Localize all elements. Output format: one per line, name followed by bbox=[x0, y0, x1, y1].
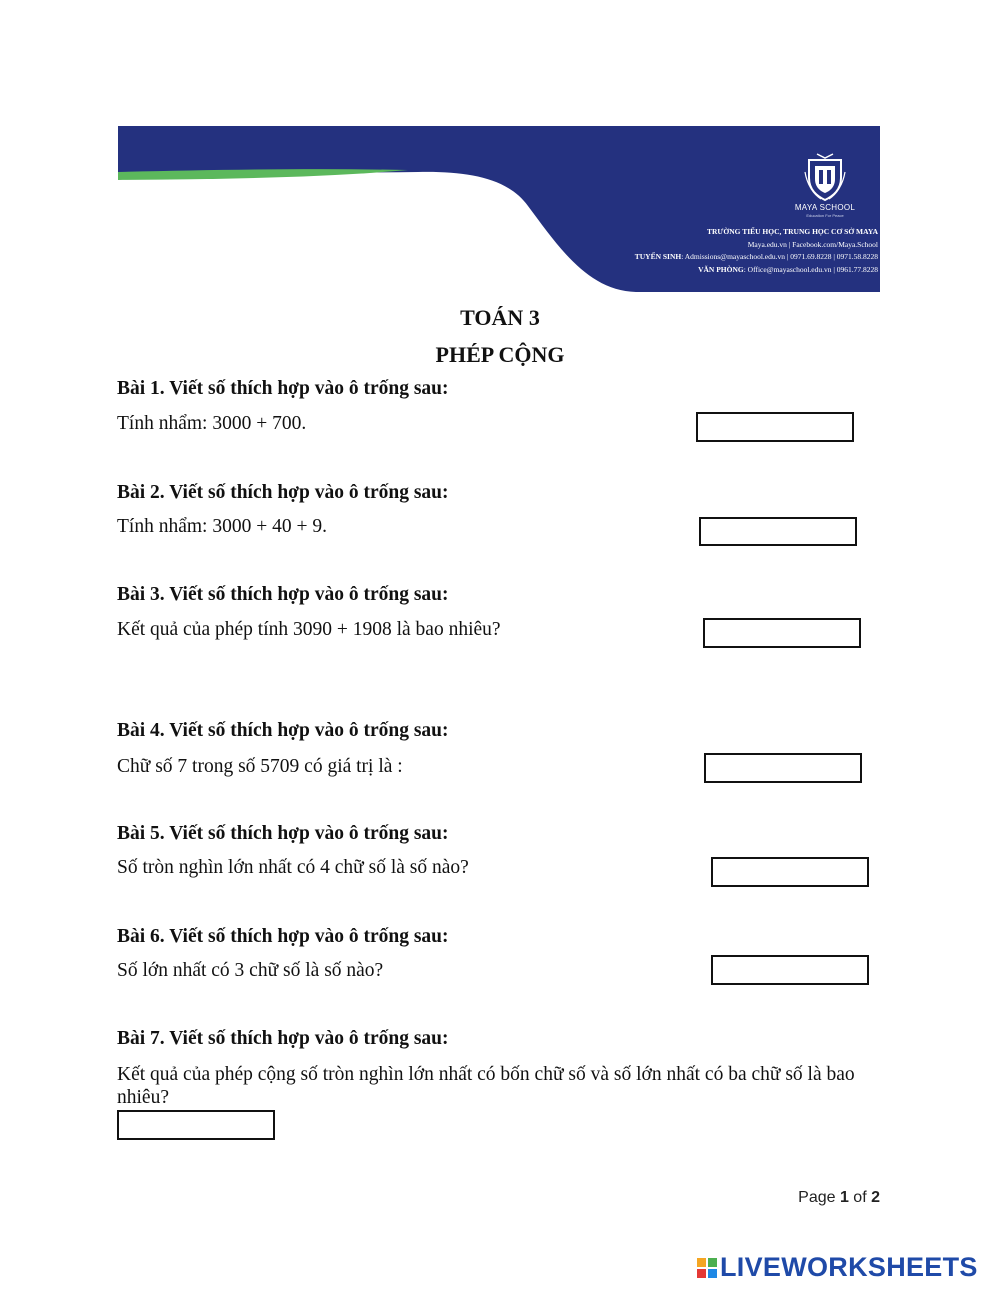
answer-box-2[interactable] bbox=[699, 517, 857, 546]
question-6-heading: Bài 6. Viết số thích hợp vào ô trống sau: bbox=[117, 926, 449, 947]
school-contact-info bbox=[635, 226, 878, 276]
liveworksheets-logo[interactable] bbox=[697, 1252, 978, 1283]
office-value: : Office@mayaschool.edu.vn | 0961.77.8228 bbox=[743, 264, 878, 274]
school-name: MAYA SCHOOL bbox=[794, 203, 856, 212]
answer-box-1[interactable] bbox=[696, 412, 854, 442]
page-sep: of bbox=[848, 1189, 872, 1206]
question-1-text: Tính nhẩm: 3000 + 700. bbox=[117, 413, 307, 434]
school-crest-icon bbox=[803, 152, 847, 202]
question-3-text: Kết quả của phép tính 3090 + 1908 là bao nhiêu? bbox=[117, 619, 501, 640]
liveworksheets-wordmark: LIVEWORKSHEETS bbox=[720, 1252, 978, 1282]
answer-box-3[interactable] bbox=[703, 618, 861, 648]
school-tagline: Education For Peace bbox=[806, 213, 844, 218]
page-prefix: Page bbox=[798, 1189, 840, 1206]
question-5-heading: Bài 5. Viết số thích hợp vào ô trống sau: bbox=[117, 823, 449, 844]
question-5-text: Số tròn nghìn lớn nhất có 4 chữ số là số nào? bbox=[117, 857, 469, 878]
subject-title: TOÁN 3 bbox=[460, 305, 540, 330]
question-4-heading: Bài 4. Viết số thích hợp vào ô trống sau: bbox=[117, 720, 449, 741]
answer-box-4[interactable] bbox=[704, 753, 862, 783]
topic-title: PHÉP CỘNG bbox=[435, 342, 565, 367]
page-number bbox=[798, 1189, 880, 1207]
question-2-text: Tính nhẩm: 3000 + 40 + 9. bbox=[117, 516, 327, 537]
admissions-contact bbox=[635, 251, 878, 264]
question-6-text: Số lớn nhất có 3 chữ số là số nào? bbox=[117, 960, 384, 981]
office-contact bbox=[635, 264, 878, 277]
page-current: 1 bbox=[839, 1189, 849, 1206]
liveworksheets-blocks-icon bbox=[697, 1258, 717, 1278]
answer-box-7[interactable] bbox=[117, 1110, 275, 1140]
admissions-value: : Admissions@mayaschool.edu.vn | 0971.69.8228 | 0971.58.8228 bbox=[681, 252, 878, 261]
question-4-text: Chữ số 7 trong số 5709 có giá trị là : bbox=[117, 756, 403, 777]
question-7-text: Kết quả của phép cộng số tròn nghìn lớn nhất có bốn chữ số và số lớn nhất có ba chữ số là bao nhiêu? bbox=[117, 1064, 855, 1108]
admissions-label: TUYỂN SINH bbox=[634, 252, 682, 261]
school-web-links: Maya.edu.vn | Facebook.com/Maya.School bbox=[747, 239, 878, 249]
page-total: 2 bbox=[871, 1189, 880, 1206]
school-full-name: TRƯỜNG TIỂU HỌC, TRUNG HỌC CƠ SỞ MAYA bbox=[707, 227, 878, 236]
question-1-heading: Bài 1. Viết số thích hợp vào ô trống sau: bbox=[117, 378, 449, 399]
answer-box-5[interactable] bbox=[711, 857, 869, 887]
question-3-heading: Bài 3. Viết số thích hợp vào ô trống sau: bbox=[117, 584, 449, 605]
answer-box-6[interactable] bbox=[711, 955, 869, 985]
question-2-heading: Bài 2. Viết số thích hợp vào ô trống sau: bbox=[117, 482, 449, 503]
office-label: VĂN PHÒNG bbox=[698, 264, 744, 274]
question-7-heading: Bài 7. Viết số thích hợp vào ô trống sau: bbox=[117, 1028, 449, 1049]
